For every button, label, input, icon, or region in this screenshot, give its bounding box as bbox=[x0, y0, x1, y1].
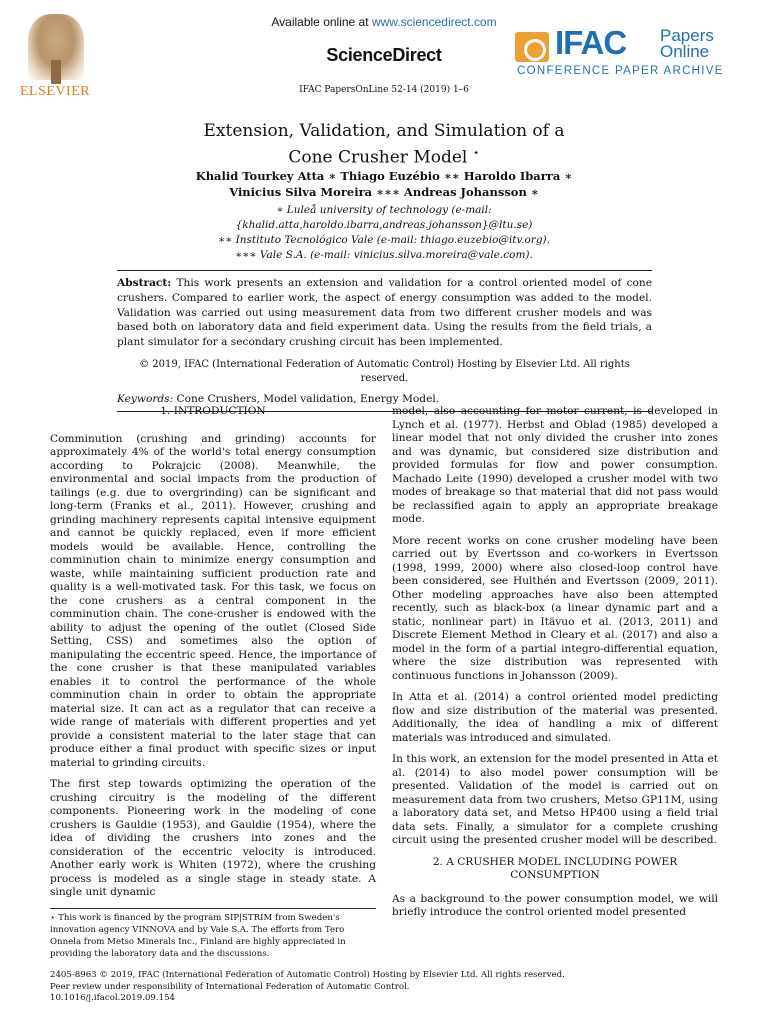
section-heading-crusher-model: 2. A CRUSHER MODEL INCLUDING POWER CONSUMPTION bbox=[432, 855, 678, 881]
abstract-label: Abstract: bbox=[117, 277, 172, 289]
sciencedirect-title: ScienceDirect bbox=[326, 45, 442, 65]
section-heading-introduction: 1. INTRODUCTION bbox=[160, 405, 266, 417]
author-list: Khalid Tourkey Atta ∗ Thiago Euzébio ∗∗ Haroldo Ibarra ∗ Vinicius Silva Moreira ∗∗∗ Andreas Johansson ∗ bbox=[195, 169, 573, 199]
journal-reference: IFAC PapersOnLine 52-14 (2019) 1–6 bbox=[299, 85, 469, 95]
paragraph: In Atta et al. (2014) a control oriented model predicting flow and size distribution of the material was presented. Additionally, the idea of handling a mix of different materials was introduced and simulated. bbox=[392, 691, 718, 744]
footnote: ⋆ This work is financed by the program SIP|STRIM from Sweden's innovation agency VINNOVA and by Vale S.A. The efforts from Tero Onnela from Metso Minerals Inc., Finland are highly appreciated in providing the laboratory data and the discussions. bbox=[50, 908, 376, 960]
sciencedirect-link[interactable]: www.sciencedirect.com bbox=[371, 15, 497, 29]
ifac-logo: IFAC Papers Online CONFERENCE PAPER ARCHIVE bbox=[517, 24, 724, 77]
right-column bbox=[392, 405, 718, 928]
paragraph: In this work, an extension for the model presented in Atta et al. (2014) to also model power consumption will be presented. Validation of the model is carried out on measurement data from two crushers, Metso GP11M, using a laboratory data set, and Metso HP400 using a field trial data sets. Finally, a simulator for a complete crushing circuit using the presented crusher model will be described. bbox=[392, 753, 718, 846]
paragraph: More recent works on cone crusher modeling have been carried out by Evertsson and co-workers in Evertsson (1998, 1999, 2000) where also closed-loop control have been considered, see Hulthén and Evertsson (2009, 2011). Other modeling approaches have also been attempted recently, such as black-box (a linear dynamic part and a static, nonlinear part) in Itävuo et al. (2013, 2011) and Discrete Element Method in Cleary et al. (2017) and also a model in the form of a partial integro-differential equation, where the size distribution was represented with continuous functions in Johansson (2009). bbox=[392, 534, 718, 682]
elsevier-wordmark: ELSEVIER bbox=[20, 84, 91, 99]
abstract-section bbox=[117, 270, 652, 412]
abstract-body: This work presents an extension and validation for a control oriented model of cone crushers. Compared to earlier work, the aspect of energy consumption was added to the model. Validation was carried out using measurement data from two different crusher models and was based both on laboratory data and field experiment data. Using the results from the field trials, a plant simulator for a secondary crushing circuit has been implemented. bbox=[117, 277, 652, 349]
doi-link[interactable]: 10.1016/j.ifacol.2019.09.154 bbox=[50, 993, 176, 1003]
keywords: Keywords: Cone Crushers, Model validation, Energy Model. bbox=[117, 392, 440, 405]
paragraph: The first step towards optimizing the operation of the crushing circuitry is the modeling of the different components. Pioneering work in the modeling of cone crushers is Gauldie (1953), and Gauldie (1954), where the idea of dividing the crushers into zones and the consideration of the eccentric velocity is introduced. Another early work is Whiten (1972), where the crushing process is modeled as a single stage in steady state. A single unit dynamic bbox=[50, 778, 376, 898]
paragraph: Comminution (crushing and grinding) accounts for approximately 4% of the world's total energy consumption according to Pokrajcic (2008). Meanwhile, the environmental and social impacts from the production of tailings (e.g. due to overgrinding) can be significant and long-term (Franks et al., 2011). However, crushing and grinding machinery represents capital intensive equipment and cannot be quickly replaced, even if more efficient models would be available. Hence, controlling the comminution chain to minimize energy consumption and waste, while maintaining sufficient production rate and quality is a well-motivated task. For this task, we focus on the cone crushers as a central component in the comminution chain. The cone-crusher is endowed with the ability to adjust the opening of the outlet (Closed Side Setting, CSS) and sometimes also the option of manipulating the eccentric speed. Hence, the importance of the cone crusher is that these manipulated variables enables it to control the performance of the whole comminution chain in order to obtain the appropriate material size. It can act as a regulator that can receive a wide range of materials with different properties and yet provide a consistent material to the later stage that can produce either a final product with specific sizes or input material to grinding circuits. bbox=[50, 432, 376, 769]
paragraph: model, also accounting for motor current, is developed in Lynch et al. (1977). Herbst and Oblad (1985) developed a linear model that not only divided the crusher into zones and was dynamic, but considered size distribution and provided formulas for flow and power consumption. Machado Leite (1990) developed a crusher model with two modes of breakage so that material that did not pass would be reclassified again to apply an appropriate breakage mode. bbox=[392, 405, 718, 525]
paragraph: As a background to the power consumption model, we will briefly introduce the control oriented model presented bbox=[392, 892, 718, 918]
publication-info: 2405-8963 © 2019, IFAC (International Federation of Automatic Control) Hosting by Elsevier Ltd. All rights reserved. Peer review under responsibility of International Federation of Automatic Control. 10.1016/j.ifacol.2019.09.154 bbox=[50, 970, 730, 1005]
copyright-notice: © 2019, IFAC (International Federation of Automatic Control) Hosting by Elsevier Ltd. All rights reserved. bbox=[139, 358, 630, 384]
left-column bbox=[50, 405, 376, 908]
paper-title: Extension, Validation, and Simulation of a Cone Crusher Model ⋆ bbox=[203, 121, 565, 168]
affiliations: ∗ Luleå university of technology (e-mail: {khalid.atta,haroldo.ibarra,andreas.johansson}@ltu.se) ∗∗ Instituto Tecnológico Vale (e-mail: thiago.euzebio@itv.org). ∗∗∗ Vale S.A. (e-mail: vinicius.silva.moreira@vale.com). bbox=[218, 204, 550, 261]
available-online: Available online at www.sciencedirect.com bbox=[271, 15, 497, 29]
ifac-mark-icon bbox=[515, 32, 549, 62]
